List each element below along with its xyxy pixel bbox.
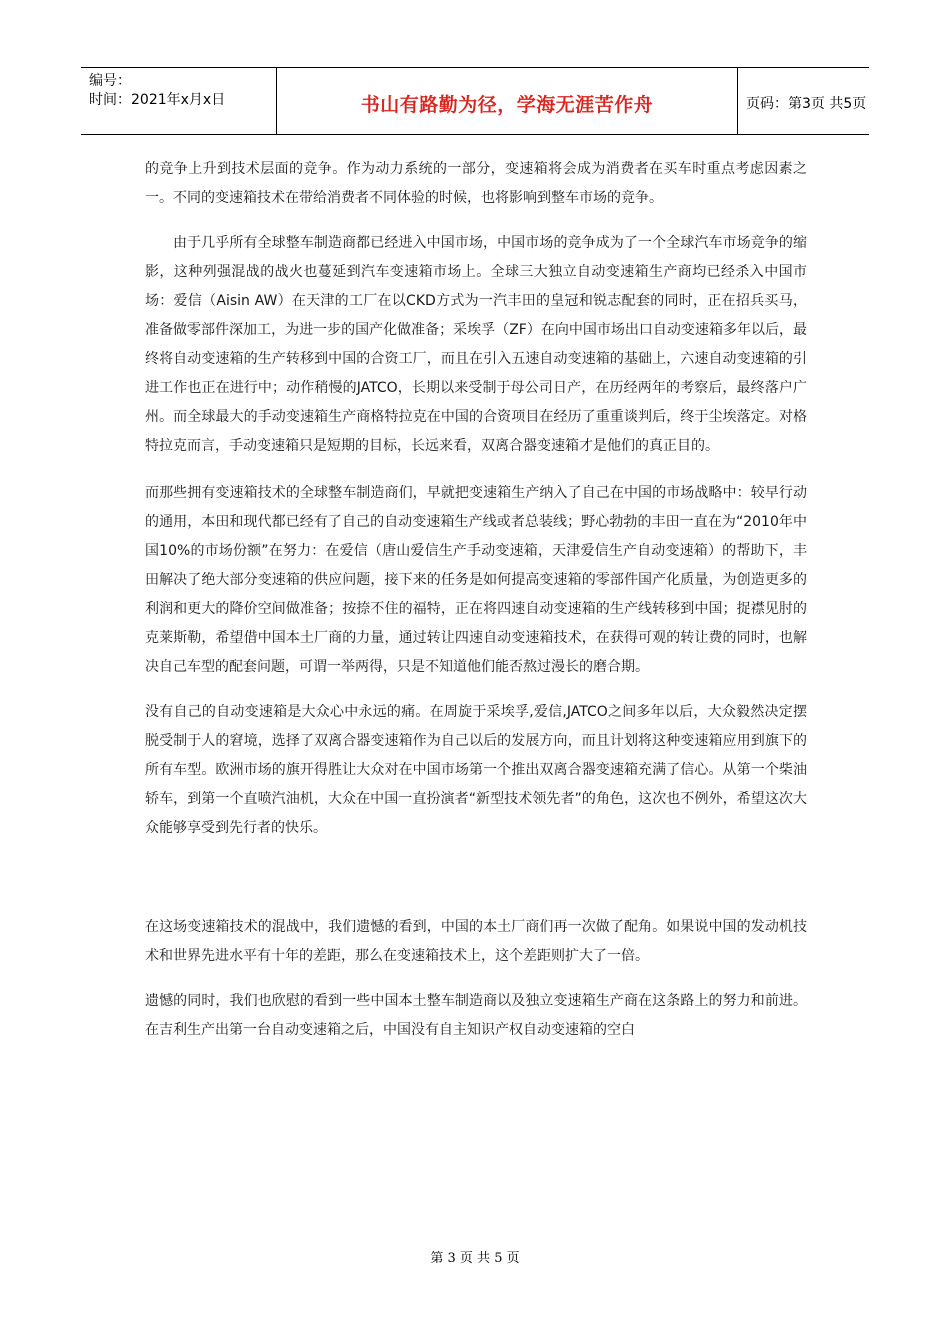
- header-page-info: 页码：第3页 共5页: [746, 96, 867, 112]
- paragraph-5: 在这场变速箱技术的混战中，我们遗憾的看到，中国的本土厂商们再一次做了配角。如果说中国的发动机技术和世界先进水平有十年的差距，那么在变速箱技术上，这个差距则扩大了一倍。: [145, 919, 807, 964]
- page-header: [81, 67, 869, 135]
- document-number-label: 编号：: [89, 73, 131, 89]
- paragraph-4: 没有自己的自动变速箱是大众心中永远的痛。在周旋于采埃孚,爱信,JATCO之间多年以后，大众毅然决定摆脱受制于人的窘境，选择了双离合器变速箱作为自己以后的发展方向，而且计划将这种变速箱应用到旗下的所有车型。欧洲市场的旗开得胜让大众对在中国市场第一个推出双离合器变速箱充满了信心。从第一个柴油轿车，到第一个直喷汽油机，大众在中国一直扮演者“新型技术领先者”的角色，这次也不例外，希望这次大众能够享受到先行者的快乐。: [145, 704, 807, 836]
- header-right-cell: [738, 68, 869, 134]
- paragraph-6: 遗憾的同时，我们也欣慰的看到一些中国本土整车制造商以及独立变速箱生产商在这条路上的努力和前进。在吉利生产出第一台自动变速箱之后，中国没有自主知识产权自动变速箱的空白: [145, 993, 807, 1038]
- header-left-cell: [81, 68, 277, 134]
- page-footer: 第 3 页 共 5 页: [430, 1251, 520, 1266]
- paragraph-2: 由于几乎所有全球整车制造商都已经进入中国市场，中国市场的竞争成为了一个全球汽车市场竞争的缩影，这种列强混战的战火也蔓延到汽车变速箱市场上。全球三大独立自动变速箱生产商均已经杀入中国市场：爱信（Aisin AW）在天津的工厂在以CKD方式为一汽丰田的皇冠和锐志配套的同时，正在招兵买马，准备做零部件深加工，为进一步的国产化做准备；采埃孚（ZF）在向中国市场出口自动变速箱多年以后，最终将自动变速箱的生产转移到中国的合资工厂，而且在引入五速自动变速箱的基础上，六速自动变速箱的引进工作也正在进行中；动作稍慢的JATCO，长期以来受制于母公司日产，在历经两年的考察后，最终落户广州。而全球最大的手动变速箱生产商格特拉克在中国的合资项目在经历了重重谈判后，终于尘埃落定。对格特拉克而言，手动变速箱只是短期的目标，长远来看，双离合器变速箱才是他们的真正目的。: [145, 235, 807, 454]
- document-body: [145, 155, 807, 1045]
- header-middle-cell: [277, 68, 738, 134]
- header-motto: 书山有路勤为径，学海无涯苦作舟: [360, 94, 654, 116]
- paragraph-3: 而那些拥有变速箱技术的全球整车制造商们，早就把变速箱生产纳入了自己在中国的市场战略中：较早行动的通用，本田和现代都已经有了自己的自动变速箱生产线或者总装线；野心勃勃的丰田一直在为“2010年中国10%的市场份额”在努力：在爱信（唐山爱信生产手动变速箱，天津爱信生产自动变速箱）的帮助下，丰田解决了绝大部分变速箱的供应问题，接下来的任务是如何提高变速箱的零部件国产化质量，为创造更多的利润和更大的降价空间做准备；按捺不住的福特，正在将四速自动变速箱的生产线转移到中国；捉襟见肘的克莱斯勒，希望借中国本土厂商的力量，通过转让四速自动变速箱技术，在获得可观的转让费的同时，也解决自己车型的配套问题，可谓一举两得，只是不知道他们能否熬过漫长的磨合期。: [145, 485, 807, 675]
- document-time-label: 时间：2021年x月x日: [89, 92, 226, 108]
- paragraph-1: 的竞争上升到技术层面的竞争。作为动力系统的一部分，变速箱将会成为消费者在买车时重点考虑因素之一。不同的变速箱技术在带给消费者不同体验的时候，也将影响到整车市场的竞争。: [145, 161, 807, 206]
